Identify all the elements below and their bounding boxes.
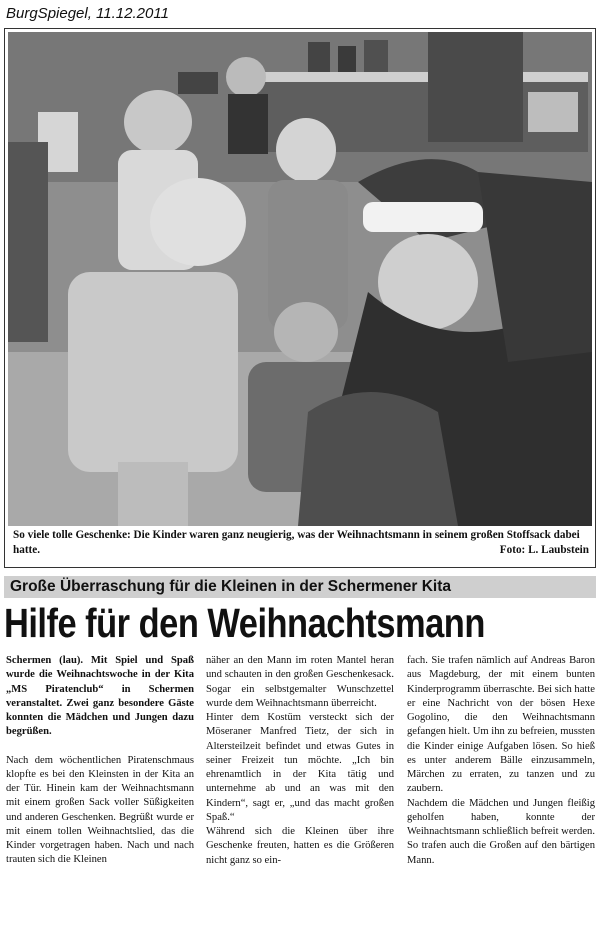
masthead: BurgSpiegel, 11.12.2011 bbox=[6, 5, 169, 22]
body-paragraph: näher an den Mann im roten Mantel heran und schauten in den großen Geschenkesack. Sogar ein selbstgemalter Wunschzettel wurde dem Weihnachtsmann überreicht. bbox=[206, 655, 394, 709]
caption-text: So viele tolle Geschenke: Die Kinder waren ganz neugierig, was der Weihnachtsmann in seinem großen Stoffsack dabei hatte. bbox=[13, 529, 580, 556]
photo-illustration bbox=[8, 32, 592, 526]
lead-paragraph: Schermen (lau). Mit Spiel und Spaß wurde die Weihnachtswoche in der Kita „MS Piratenclub“ in Schermen veranstaltet. Zwei ganz besondere Gäste konnten die Mädchen und Jungen dazu begrüßen. bbox=[6, 655, 194, 738]
column-1 bbox=[6, 654, 194, 928]
column-2 bbox=[206, 654, 394, 928]
article-body bbox=[6, 654, 596, 928]
headline: Hilfe für den Weihnachtsmann bbox=[4, 600, 485, 646]
body-paragraph: fach. Sie trafen nämlich auf Andreas Baron aus Magdeburg, der mit einem bunten Kinderprogramm überraschte. Bei sich hatte er eine Nachricht von der bösen Hexe Gogolino, die den Weihnachtsmann gefangen hielt. Um ihn zu befreien, mussten die Kinder einige Aufgaben lösen. So hieß es unter anderem Bälle einzusammeln, Märchen zu erraten, zu tanzen und zu zaubern. bbox=[407, 655, 595, 795]
column-3 bbox=[407, 654, 595, 928]
body-paragraph: Hinter dem Kostüm versteckt sich der Möseraner Manfred Tietz, der sich in Altersteilzeit befindet und etwas Gutes in seiner Freizeit tun möchte. „Ich bin ehrenamtlich in der Kita tätig und unternehme ab und an was mit den Kindern“, sagt er, „und das macht großen Spaß.“ bbox=[206, 712, 394, 823]
photo-caption bbox=[13, 528, 589, 558]
article-photo bbox=[8, 32, 592, 526]
body-paragraph: Während sich die Kleinen über ihre Geschenke freuten, hatten es die Größeren nicht ganz so ein- bbox=[206, 826, 394, 866]
body-paragraph: Nachdem die Mädchen und Jungen fleißig geholfen haben, konnte der Weihnachtsmann schließlich befreit werden. So trafen auch die Großen auf den bärtigen Mann. bbox=[407, 797, 595, 866]
kicker: Große Überraschung für die Kleinen in der Schermener Kita bbox=[4, 576, 596, 598]
photo-frame bbox=[4, 28, 596, 568]
body-paragraph: Nach dem wöchentlichen Piratenschmaus klopfte es bei den Kleinsten in der Kita an der Tür. Hinein kam der Weihnachtsmann mit einem großen Sack voller Süßigkeiten und anderen Geschenken. Begrüßt wurde er mit einem tollen Weihnachtslied, das die Kinder vorgetragen haben. Nach und nach trauten sich die Kleinen bbox=[6, 754, 194, 866]
photo-credit: Foto: L. Laubstein bbox=[499, 544, 589, 556]
